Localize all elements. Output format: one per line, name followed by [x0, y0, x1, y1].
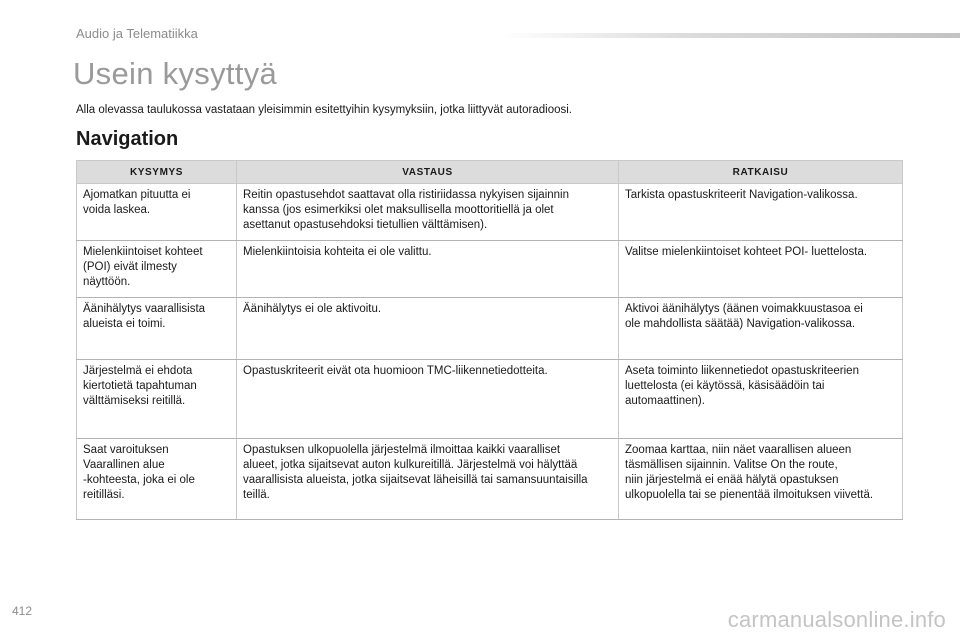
- question-cell: [77, 439, 237, 520]
- question-text: Äänihälytys vaarallisista alueista ei toimi.: [83, 303, 206, 330]
- solution-text: Zoomaa karttaa, niin näet vaarallisen alueen täsmällisen sijainnin. Valitse On the route, niin järjestelmä ei enää hälytä opastuksen ulkopuolella tai se pienentää ilmoituksen viivettä.: [625, 444, 874, 501]
- column-header-question: KYSYMYS: [77, 161, 237, 184]
- table-row: [77, 439, 903, 520]
- page-number: 412: [12, 604, 33, 618]
- question-text: Ajomatkan pituutta ei voida laskea.: [83, 189, 191, 216]
- solution-cell: [619, 439, 903, 520]
- solution-cell: [619, 360, 903, 439]
- solution-cell: [619, 241, 903, 298]
- answer-text: Opastuksen ulkopuolella järjestelmä ilmoittaa kaikki vaaralliset alueet, jotka sijaitsevat auton kulkureitillä. Järjestelmä voi hälyttää vaarallisista alueista, jotka sijaitsevat läheisillä tai samansuuntaisilla teillä.: [243, 444, 588, 501]
- solution-text: Aseta toiminto liikennetiedot opastuskriteerien luettelosta (ei käytössä, käsisäädöin tai automaattinen).: [625, 365, 859, 407]
- answer-cell: [237, 241, 619, 298]
- answer-text: Äänihälytys ei ole aktivoitu.: [243, 303, 382, 315]
- answer-text: Mielenkiintoisia kohteita ei ole valittu.: [243, 246, 432, 258]
- section-title: Navigation: [76, 128, 179, 150]
- table-header-row: [77, 161, 903, 184]
- solution-text: Valitse mielenkiintoiset kohteet POI- luettelosta.: [625, 246, 868, 258]
- answer-cell: [237, 360, 619, 439]
- faq-table: [76, 160, 903, 520]
- question-text: Järjestelmä ei ehdota kiertotietä tapahtuman välttämiseksi reitillä.: [83, 365, 197, 407]
- question-cell: [77, 184, 237, 241]
- chapter-label: Audio ja Telematiikka: [76, 26, 198, 41]
- table-row: [77, 360, 903, 439]
- answer-cell: [237, 298, 619, 360]
- intro-text: Alla olevassa taulukossa vastataan yleisimmin esitettyihin kysymyksiin, jotka liittyvät autoradioosi.: [76, 104, 572, 116]
- column-header-answer: VASTAUS: [237, 161, 619, 184]
- header-rule: [500, 33, 960, 38]
- answer-cell: [237, 439, 619, 520]
- question-cell: [77, 360, 237, 439]
- answer-text: Reitin opastusehdot saattavat olla ristiriidassa nykyisen sijainnin kanssa (jos esimerkiksi olet maksullisella moottoritiellä ja olet asettanut opastusehdoksi tietullien välttämisen).: [243, 189, 570, 231]
- column-header-solution: RATKAISU: [619, 161, 903, 184]
- table-row: [77, 241, 903, 298]
- question-cell: [77, 241, 237, 298]
- solution-cell: [619, 184, 903, 241]
- answer-text: Opastuskriteerit eivät ota huomioon TMC-liikennetiedotteita.: [243, 365, 548, 377]
- table-row: [77, 298, 903, 360]
- question-text: Saat varoituksen Vaarallinen alue -kohteesta, joka ei ole reitilläsi.: [83, 444, 195, 501]
- page-title: Usein kysyttyä: [73, 56, 278, 91]
- solution-text: Aktivoi äänihälytys (äänen voimakkuustasoa ei ole mahdollista säätää) Navigation-valikossa.: [625, 303, 863, 330]
- solution-cell: [619, 298, 903, 360]
- question-cell: [77, 298, 237, 360]
- question-text: Mielenkiintoiset kohteet (POI) eivät ilmesty näyttöön.: [83, 246, 203, 288]
- watermark: carmanualsonline.info: [727, 607, 946, 632]
- table-row: [77, 184, 903, 241]
- solution-text: Tarkista opastuskriteerit Navigation-valikossa.: [625, 189, 858, 201]
- answer-cell: [237, 184, 619, 241]
